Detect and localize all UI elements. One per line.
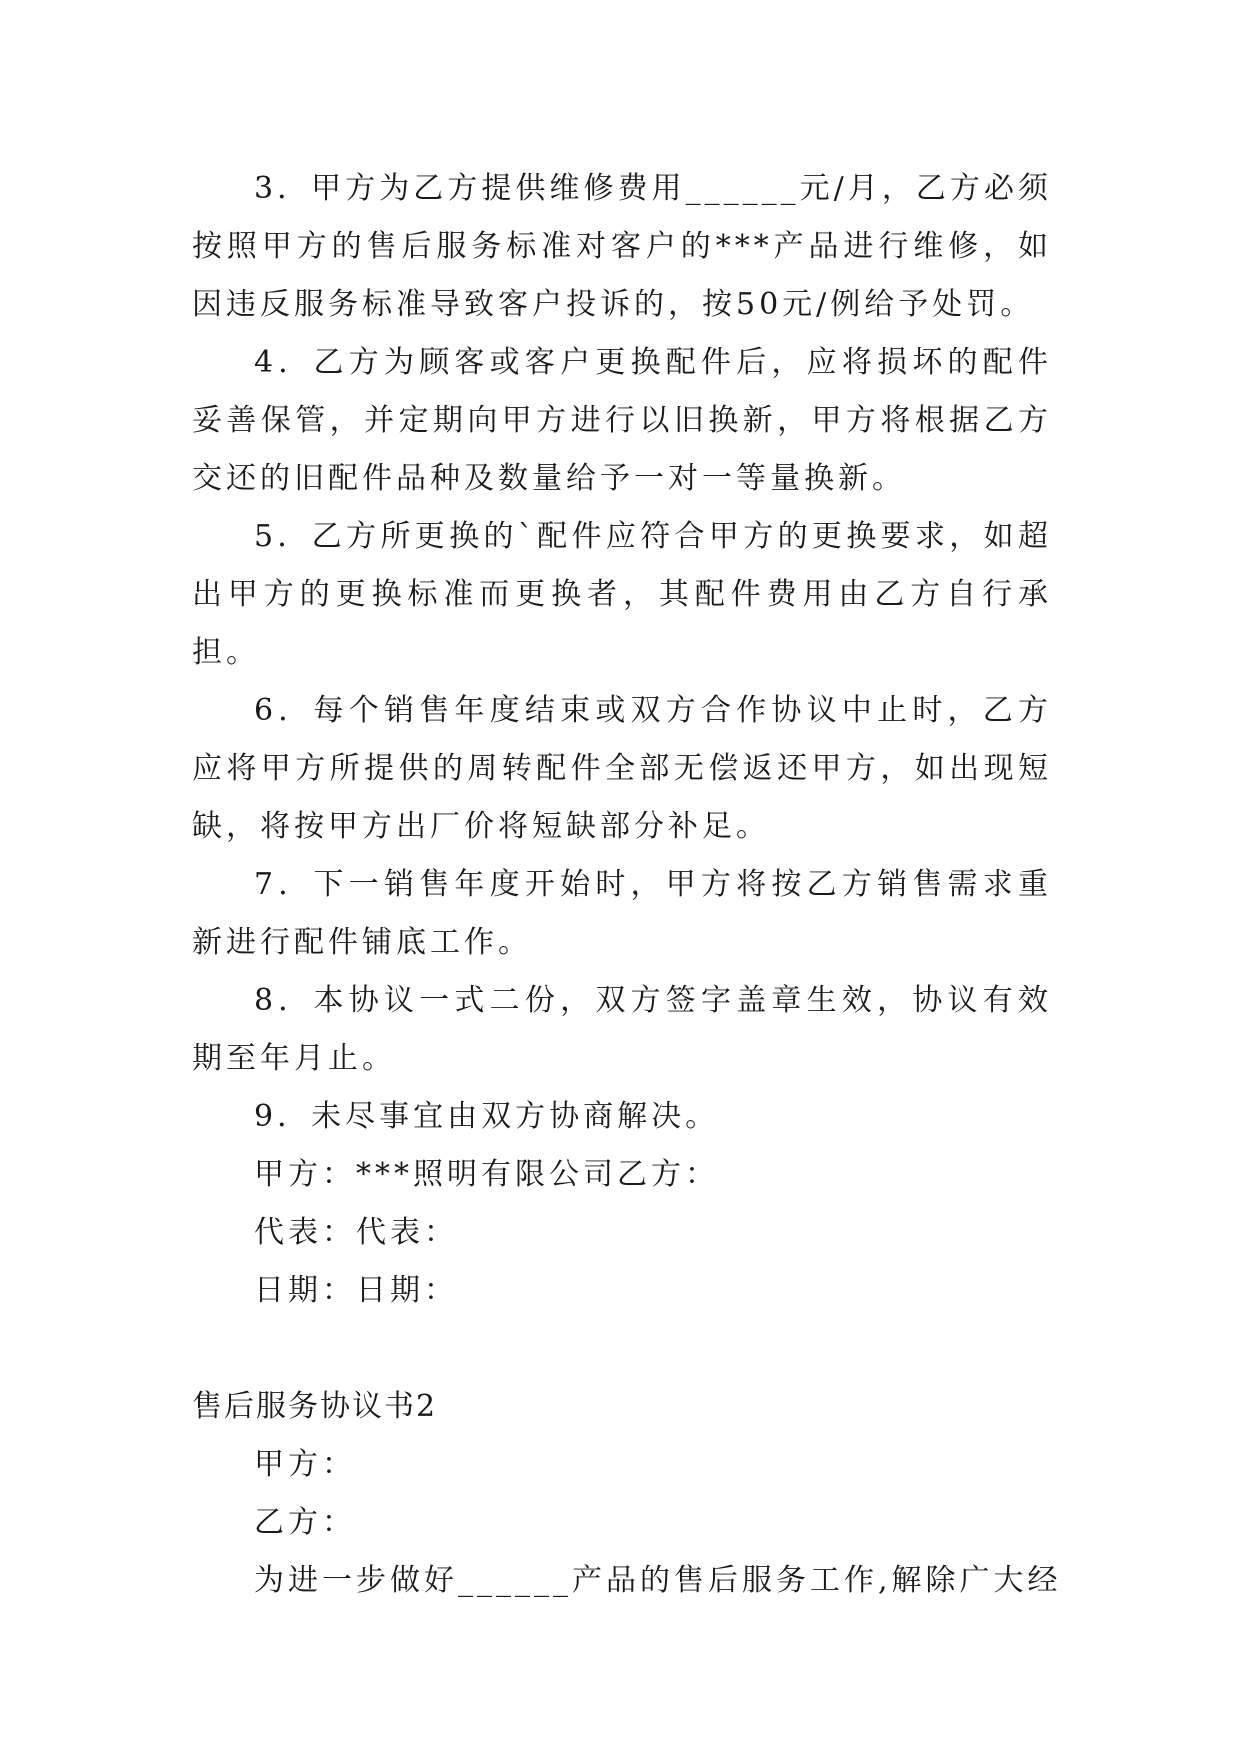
clause-7: 7．下一销售年度开始时，甲方将按乙方销售需求重新进行配件铺底工作。 xyxy=(192,867,1052,960)
clause-9: 9．未尽事宜由双方协商解决。 xyxy=(254,1099,720,1134)
section-gap xyxy=(192,1320,1052,1378)
section2-party-a: 甲方： xyxy=(254,1447,356,1482)
clause-8: 8．本协议一式二份，双方签字盖章生效，协议有效期至年月止。 xyxy=(192,983,1052,1076)
signature-date: 日期：日期： xyxy=(254,1273,458,1308)
clause-4: 4．乙方为顾客或客户更换配件后，应将损坏的配件妥善保管，并定期向甲方进行以旧换新，甲方将根据乙方交还的旧配件品种及数量给予一对一等量换新。 xyxy=(192,345,1052,496)
section2-intro: 为进一步做好______产品的售后服务工作,解除广大经 xyxy=(254,1563,1062,1598)
clause-3: 3．甲方为乙方提供维修费用______元/月，乙方必须按照甲方的售后服务标准对客户的***产品进行维修，如因违反服务标准导致客户投诉的，按50元/例给予处罚。 xyxy=(192,171,1052,322)
section2-title: 售后服务协议书2 xyxy=(192,1389,438,1424)
clause-5: 5．乙方所更换的`配件应符合甲方的更换要求，如超出甲方的更换标准而更换者，其配件费用由乙方自行承担。 xyxy=(192,519,1052,670)
clause-6: 6．每个销售年度结束或双方合作协议中止时，乙方应将甲方所提供的周转配件全部无偿返还甲方，如出现短缺，将按甲方出厂价将短缺部分补足。 xyxy=(192,693,1052,844)
signature-party-a: 甲方：***照明有限公司乙方： xyxy=(254,1157,719,1192)
signature-representative: 代表：代表： xyxy=(254,1215,458,1250)
section2-party-b: 乙方： xyxy=(254,1505,356,1540)
document-page xyxy=(192,160,1062,1610)
